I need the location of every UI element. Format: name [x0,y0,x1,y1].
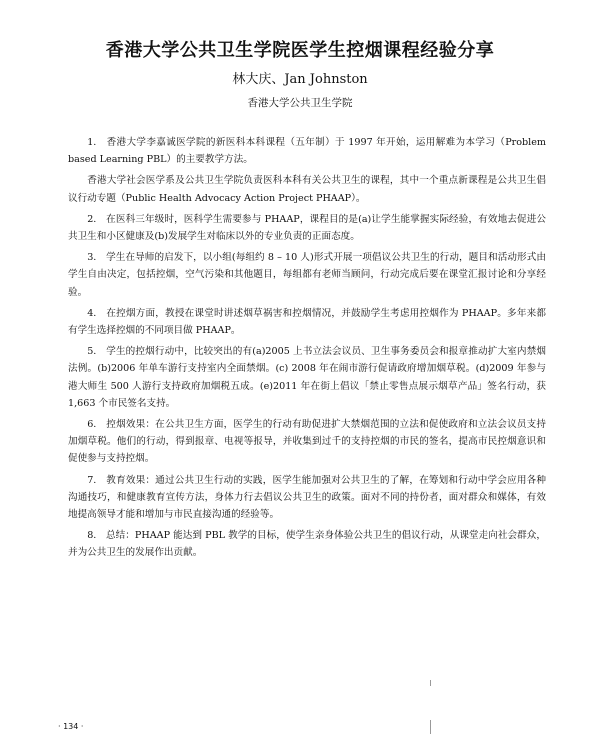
paragraph-1: 1. 香港大学李嘉诚医学院的新医科本科课程（五年制）于 1997 年开始，运用解难为本学习（Problem based Learning PBL）的主要教学方法。 [68,137,546,166]
scan-mark [430,720,431,734]
affiliation: 香港大学公共卫生学院 [247,97,353,109]
paragraph-6: 6. 控烟效果：在公共卫生方面，医学生的行动有助促进扩大禁烟范围的立法和促使政府和立法会议员支持加烟草税。他们的行动，得到报章、电视等报导，并收集到过千的支持控烟的市民的签名，提高市民控烟意识和促使参与支持控烟。 [68,419,546,465]
paragraph-7: 7. 教育效果：通过公共卫生行动的实践，医学生能加强对公共卫生的了解，在筹划和行动中学会应用各种沟通技巧，和健康教育宣传方法，身体力行去倡议公共卫生的政策。面对不同的持份者，面对群众和媒体，有效地提高领导才能和增加与市民直接沟通的经验等。 [68,474,546,521]
paragraph-8: 8. 总结：PHAAP 能达到 PBL 教学的目标，使学生亲身体验公共卫生的倡议行动，从课堂走向社会群众，并为公共卫生的发展作出贡献。 [68,530,546,559]
body-text [68,134,546,566]
page-title: 香港大学公共卫生学院医学生控烟课程经验分享 [105,40,495,61]
scan-mark [430,680,431,686]
paragraph-3: 3. 学生在导师的启发下，以小组(每组约 8 – 10 人)形式开展一项倡议公共卫生的行动，题目和活动形式由学生自由决定，包括控烟，空气污染和其他题目，每组都有老师当顾问，行动完成后要在课堂汇报讨论和分享经验。 [68,252,546,298]
page-number: · 134 · [58,722,84,731]
paragraph-4: 4. 在控烟方面，教授在课堂时讲述烟草祸害和控烟情况，并鼓励学生考虑用控烟作为 PHAAP。多年来都有学生选择控烟的不同项目做 PHAAP。 [68,307,546,337]
paragraph-1b: 香港大学社会医学系及公共卫生学院负责医科本科有关公共卫生的课程，其中一个重点新课程是公共卫生倡议行动专题（Public Health Advocacy Action Project PHAAP）。 [68,175,546,204]
paragraph-5: 5. 学生的控烟行动中，比较突出的有(a)2005 上书立法会议员、卫生事务委员会和报章推动扩大室内禁烟法例。(b)2006 年单车游行支持室内全面禁烟。(c) 2008 年在闹市游行促请政府增加烟草税。(d)2009 年参与港大师生 500 人游行支持政府加烟税五成。(e)2011 年在街上倡议「禁止零售点展示烟草产品」签名行动，获 1,663 个市民签名支持。 [68,346,546,409]
authors: 林大庆、Jan Johnston [232,72,368,87]
paragraph-2: 2. 在医科三年级时，医科学生需要参与 PHAAP，课程目的是(a)让学生能掌握实际经验，有效地去促进公共卫生和小区健康及(b)发展学生对临床以外的专业负责的正面态度。 [68,213,546,243]
